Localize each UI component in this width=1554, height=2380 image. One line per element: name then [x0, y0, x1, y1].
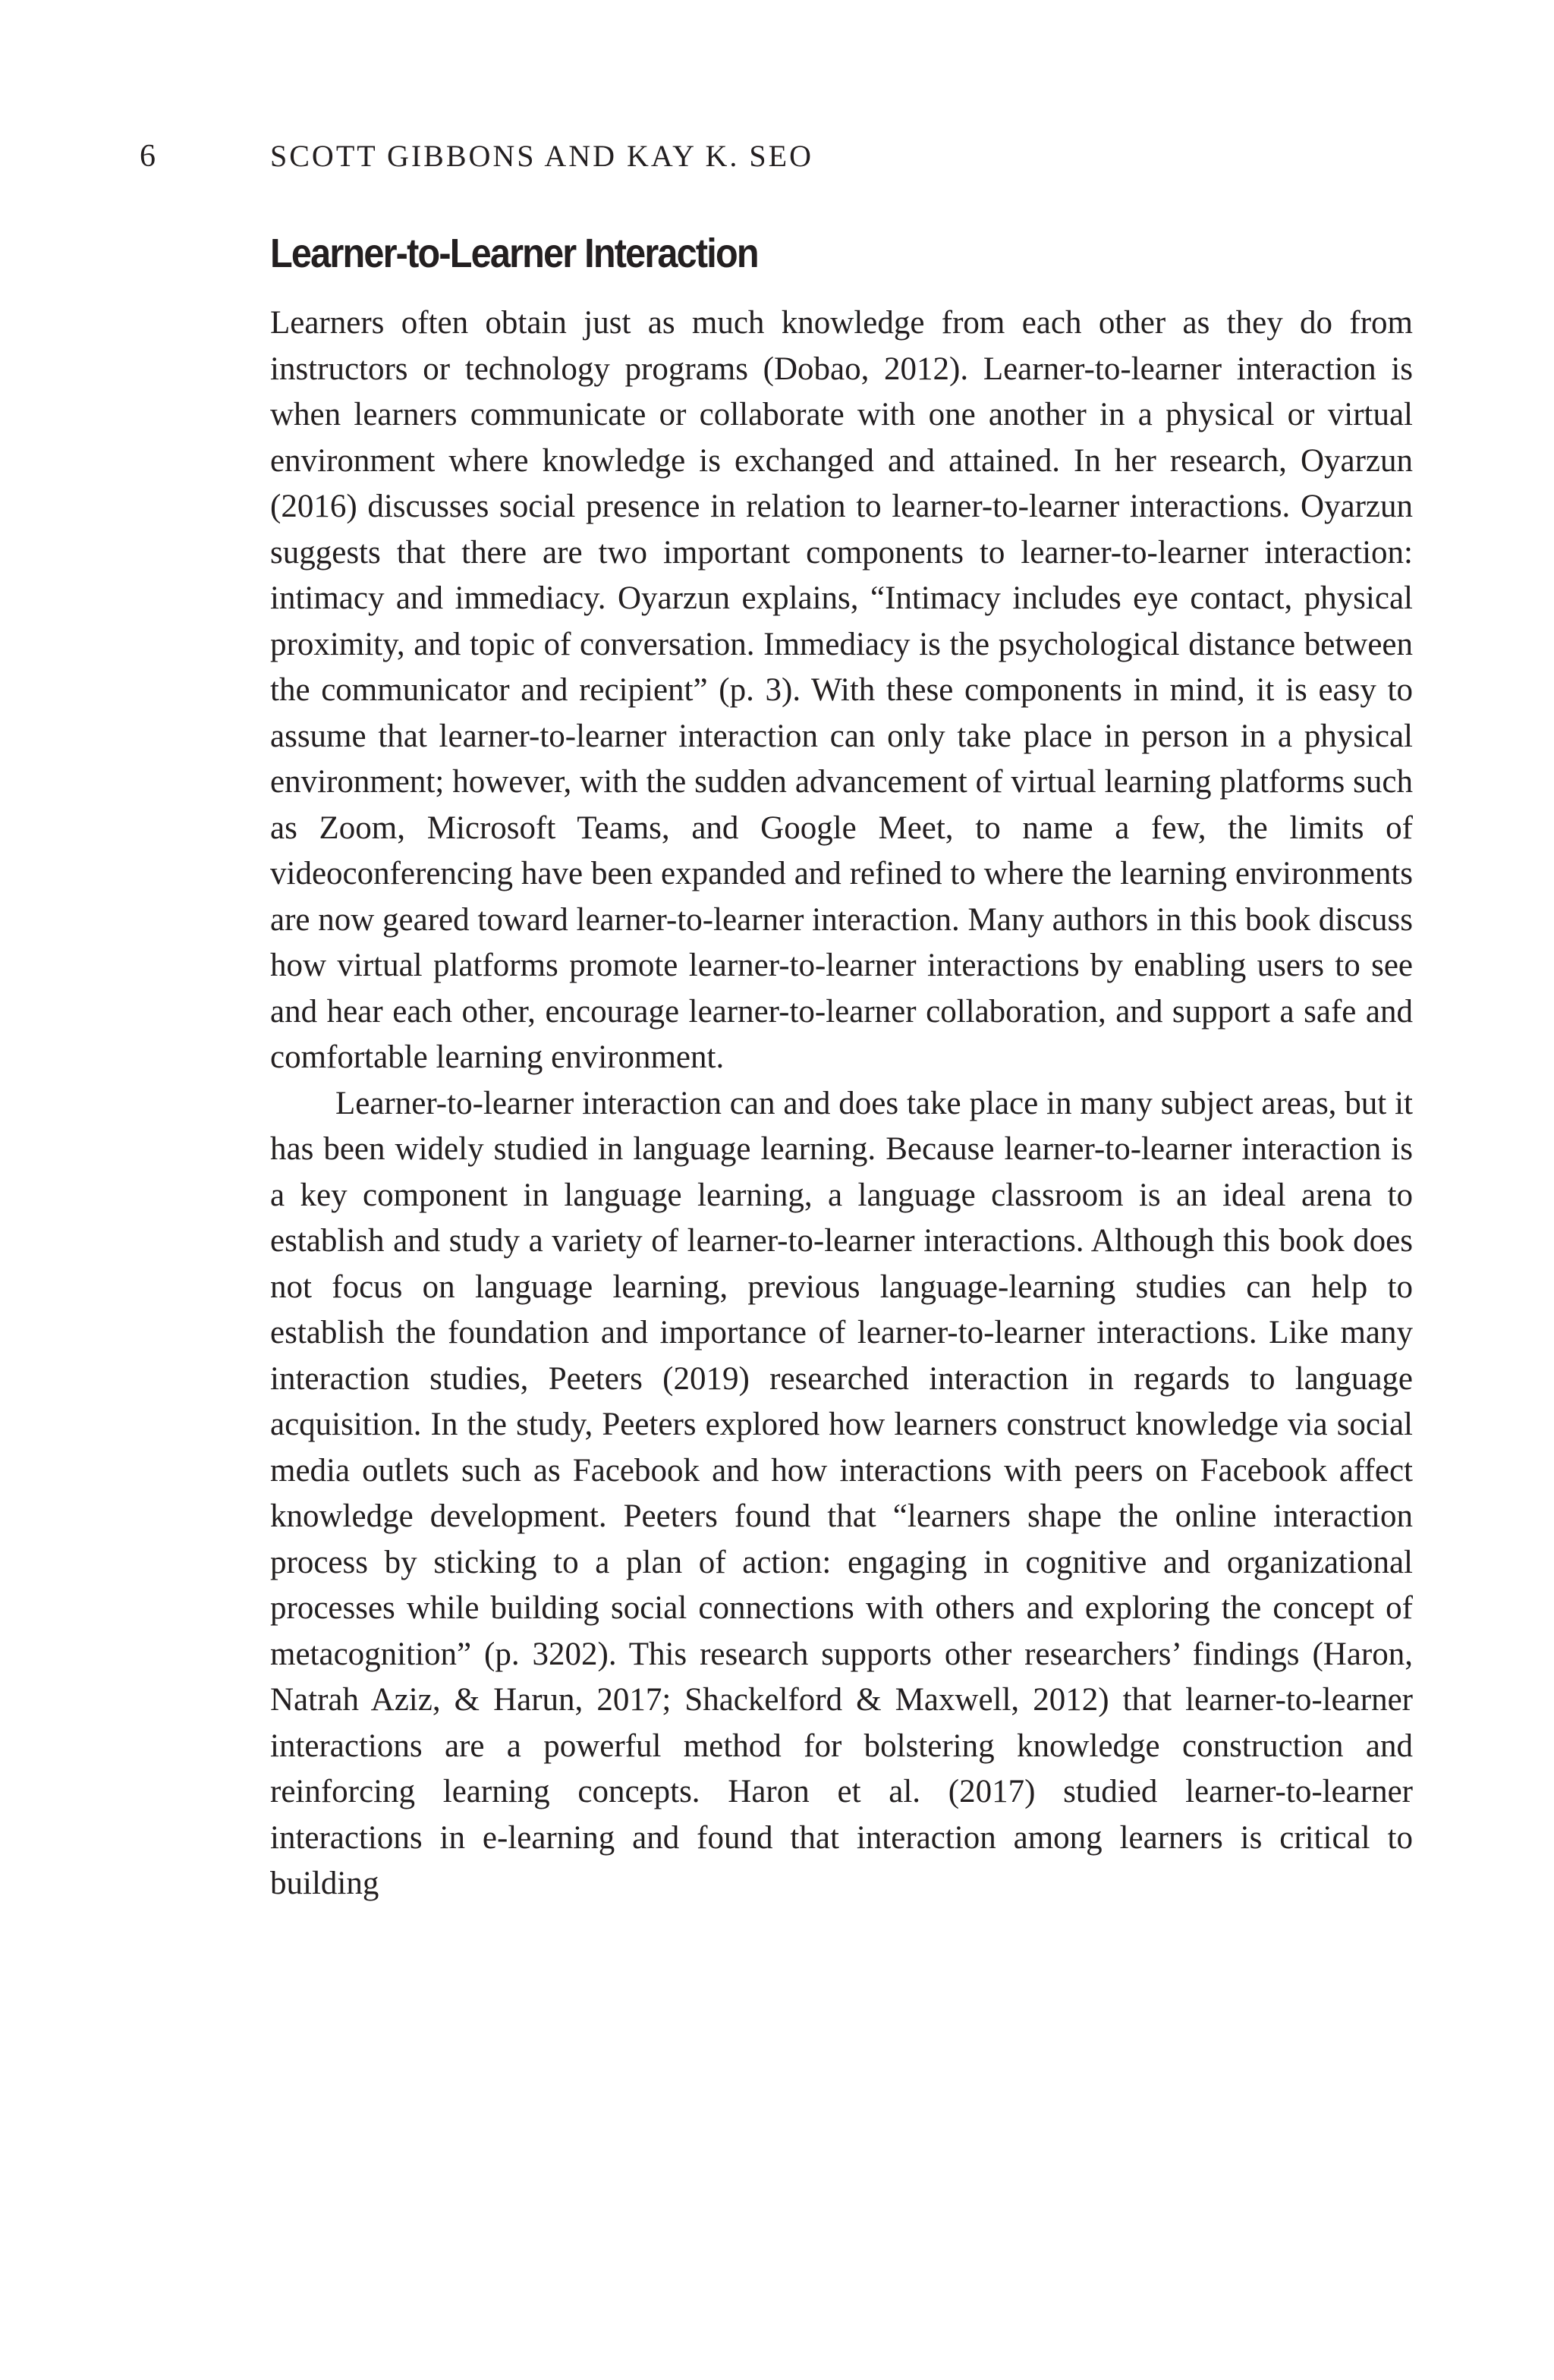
running-head	[140, 134, 1430, 179]
body-text	[270, 225, 1413, 1907]
section-heading: Learner-to-Learner Interaction	[270, 231, 758, 276]
page-number: 6	[140, 139, 156, 174]
paragraph-1: Learners often obtain just as much knowledge from each other as they do from instructors or technology programs (Dobao, 2012). Learner-to-learner interaction is when learners communicate or collaborate with one another in a physical or virtual environment where knowledge is exchanged and attained. In her research, Oyarzun (2016) discusses social presence in relation to learner-to-learner interactions. Oyarzun suggests that there are two important components to learner-to-learner interaction: intimacy and immediacy. Oyarzun explains, “Intimacy includes eye contact, physical proximity, and topic of conversation. Immediacy is the psychological distance between the communicator and recipient” (p. 3). With these components in mind, it is easy to assume that learner-to-learner interaction can only take place in person in a physical environment; however, with the sudden advancement of virtual learning platforms such as Zoom, Microsoft Teams, and Google Meet, to name a few, the limits of videoconferencing have been expanded and refined to where the learning environments are now geared toward learner-to-learner interaction. Many authors in this book discuss how virtual platforms promote learner-to-learner interactions by enabling users to see and hear each other, encourage learner-to-learner collaboration, and support a safe and comfortable learning environment.	[270, 305, 1414, 1075]
paragraph-2: Learner-to-learner interaction can and does take place in many subject areas, but it has been widely studied in language learning. Because learner-to-learner interaction is a key component in language learning, a language classroom is an ideal arena to establish and study a variety of learner-to-learner interactions. Although this book does not focus on language learning, previous language-learning studies can help to establish the foundation and importance of learner-to-learner interactions. Like many interaction studies, Peeters (2019) researched interaction in regards to language acquisition. In the study, Peeters explored how learners construct knowledge via social media outlets such as Facebook and how interactions with peers on Facebook affect knowledge development. Peeters found that “learners shape the online interaction process by sticking to a plan of action: engaging in cognitive and organizational processes while building social connections with others and exploring the concept of metacognition” (p. 3202). This research supports other researchers’ findings (Haron, Natrah Aziz, & Harun, 2017; Shackelford & Maxwell, 2012) that learner-to-learner interactions are a powerful method for bolstering knowledge construction and reinforcing learning concepts. Haron et al. (2017) studied learner-to-learner interactions in e-learning and found that interaction among learners is critical to building	[270, 1085, 1413, 1901]
running-head-authors: SCOTT GIBBONS AND KAY K. SEO	[270, 139, 813, 173]
